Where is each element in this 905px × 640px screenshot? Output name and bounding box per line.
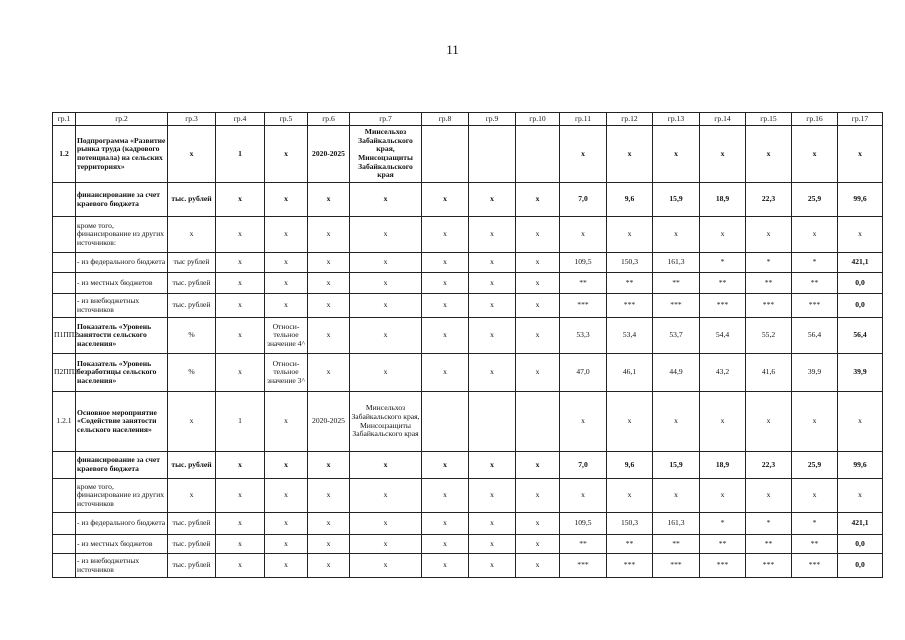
table-cell: 109,5 xyxy=(560,253,607,273)
table-cell: тыс. рублей xyxy=(168,273,216,294)
table-cell: х xyxy=(308,318,350,354)
table-cell xyxy=(469,126,516,183)
column-header: гр.3 xyxy=(168,113,216,126)
table-cell: тыс. рублей xyxy=(168,554,216,578)
table-cell: 43,2 xyxy=(700,354,746,392)
table-cell: х xyxy=(516,318,560,354)
table-cell: *** xyxy=(560,294,607,318)
row-code-cell xyxy=(53,183,76,217)
table-cell: 18,9 xyxy=(700,183,746,217)
row-code-cell xyxy=(53,554,76,578)
table-cell: х xyxy=(838,479,883,513)
table-cell: х xyxy=(308,294,350,318)
table-cell: х xyxy=(792,392,838,452)
table-cell: х xyxy=(216,354,265,392)
table-cell: 39,9 xyxy=(792,354,838,392)
table-cell: х xyxy=(469,479,516,513)
table-cell: х xyxy=(469,554,516,578)
table-cell: 56,4 xyxy=(838,318,883,354)
table-cell: 7,0 xyxy=(560,452,607,479)
table-cell: х xyxy=(422,253,469,273)
table-cell: 150,3 xyxy=(607,513,653,535)
table-cell: х xyxy=(265,554,308,578)
table-cell: х xyxy=(700,126,746,183)
table-cell: * xyxy=(700,513,746,535)
table-row xyxy=(53,318,883,354)
table-cell: 15,9 xyxy=(653,452,700,479)
column-header: гр.8 xyxy=(422,113,469,126)
table-row xyxy=(53,392,883,452)
table-cell: х xyxy=(469,318,516,354)
table-cell: х xyxy=(265,479,308,513)
table-cell: х xyxy=(516,554,560,578)
program-financing-table xyxy=(52,112,883,578)
table-cell: *** xyxy=(653,554,700,578)
column-header: гр.5 xyxy=(265,113,308,126)
table-cell: х xyxy=(607,217,653,253)
table-cell: х xyxy=(700,479,746,513)
column-header: гр.9 xyxy=(469,113,516,126)
table-cell: х xyxy=(308,273,350,294)
table-cell: х xyxy=(265,273,308,294)
table-cell: 54,4 xyxy=(700,318,746,354)
table-cell: х xyxy=(308,479,350,513)
table-cell: 22,3 xyxy=(746,452,792,479)
row-code-cell xyxy=(53,253,76,273)
table-cell: х xyxy=(308,452,350,479)
column-header: гр.12 xyxy=(607,113,653,126)
table-cell: х xyxy=(422,318,469,354)
table-cell: х xyxy=(168,126,216,183)
table-cell: х xyxy=(560,126,607,183)
table-cell: х xyxy=(607,126,653,183)
table-cell: х xyxy=(265,217,308,253)
table-row xyxy=(53,273,883,294)
table-cell: х xyxy=(607,479,653,513)
table-cell: х xyxy=(422,273,469,294)
table-cell: х xyxy=(422,535,469,554)
table-cell: х xyxy=(516,535,560,554)
row-label-cell: Подпрограмма «Развитие рынка труда (кадрового потенциала) на сельских территориях» xyxy=(76,126,168,183)
table-cell: *** xyxy=(792,554,838,578)
table-cell: х xyxy=(653,217,700,253)
column-header: гр.13 xyxy=(653,113,700,126)
table-cell: х xyxy=(308,217,350,253)
table-cell: * xyxy=(746,513,792,535)
table-cell: тыс рублей xyxy=(168,253,216,273)
table-cell: х xyxy=(746,392,792,452)
table-cell: х xyxy=(265,535,308,554)
column-header: гр.11 xyxy=(560,113,607,126)
table-cell: х xyxy=(350,183,422,217)
table-cell xyxy=(516,392,560,452)
table-cell: 55,2 xyxy=(746,318,792,354)
table-cell: х xyxy=(168,392,216,452)
table-header xyxy=(53,113,883,126)
table-cell xyxy=(469,392,516,452)
table-cell: х xyxy=(168,217,216,253)
table-cell: х xyxy=(838,217,883,253)
table-cell: 18,9 xyxy=(700,452,746,479)
table-cell: х xyxy=(265,253,308,273)
table-cell: Минсельхоз Забайкальского края, Минсоцзащиты Забайкальского края xyxy=(350,392,422,452)
table-cell: х xyxy=(308,354,350,392)
table-cell: х xyxy=(838,126,883,183)
table-cell: 2020-2025 xyxy=(308,126,350,183)
table-cell: х xyxy=(560,217,607,253)
table-cell: 421,1 xyxy=(838,253,883,273)
table-cell: 41,6 xyxy=(746,354,792,392)
table-cell: х xyxy=(653,392,700,452)
table-cell: х xyxy=(308,535,350,554)
table-cell: х xyxy=(265,513,308,535)
table-cell: 109,5 xyxy=(560,513,607,535)
table-cell: х xyxy=(168,479,216,513)
table-cell: тыс. рублей xyxy=(168,183,216,217)
row-label-cell: Показатель «Уровень занятости сельского населения» xyxy=(76,318,168,354)
table-cell: *** xyxy=(746,294,792,318)
row-label-cell: - из местных бюджетов xyxy=(76,535,168,554)
table-cell: 53,4 xyxy=(607,318,653,354)
table-row xyxy=(53,253,883,273)
table-cell: 150,3 xyxy=(607,253,653,273)
table-cell: ** xyxy=(700,273,746,294)
table-cell: 15,9 xyxy=(653,183,700,217)
row-label-cell: Показатель «Уровень безработицы сельского населения» xyxy=(76,354,168,392)
table-row xyxy=(53,554,883,578)
row-label-cell: - из федерального бюджета xyxy=(76,253,168,273)
table-cell: х xyxy=(792,217,838,253)
table-cell: 0,0 xyxy=(838,554,883,578)
table-cell: 99,6 xyxy=(838,183,883,217)
table-cell: х xyxy=(469,217,516,253)
table-cell: % xyxy=(168,318,216,354)
table-cell: тыс. рублей xyxy=(168,513,216,535)
table-cell: *** xyxy=(560,554,607,578)
table-cell: х xyxy=(350,273,422,294)
table-cell: х xyxy=(308,513,350,535)
column-header: гр.4 xyxy=(216,113,265,126)
row-label-cell: Основное мероприятие «Содействие занятости сельского населения» xyxy=(76,392,168,452)
table-cell: х xyxy=(422,217,469,253)
table-cell: х xyxy=(265,452,308,479)
row-code-cell xyxy=(53,217,76,253)
column-header: гр.2 xyxy=(76,113,168,126)
table-row xyxy=(53,126,883,183)
table-cell: х xyxy=(216,273,265,294)
column-header: гр.7 xyxy=(350,113,422,126)
table-cell: х xyxy=(265,183,308,217)
row-code-cell xyxy=(53,479,76,513)
table-cell: 0,0 xyxy=(838,535,883,554)
table-cell: х xyxy=(422,554,469,578)
table-cell: ** xyxy=(792,535,838,554)
table-cell: х xyxy=(216,554,265,578)
table-cell: х xyxy=(216,294,265,318)
table-cell: 39,9 xyxy=(838,354,883,392)
table-cell: х xyxy=(422,354,469,392)
table-row xyxy=(53,354,883,392)
table-cell: 9,6 xyxy=(607,452,653,479)
table-cell: 44,9 xyxy=(653,354,700,392)
table-cell: х xyxy=(469,183,516,217)
column-header: гр.10 xyxy=(516,113,560,126)
table-cell: тыс. рублей xyxy=(168,535,216,554)
table-cell: х xyxy=(516,354,560,392)
table-cell: 53,3 xyxy=(560,318,607,354)
row-code-cell xyxy=(53,513,76,535)
table-cell: 22,3 xyxy=(746,183,792,217)
table-cell xyxy=(422,126,469,183)
table-cell: х xyxy=(350,535,422,554)
table-cell: х xyxy=(350,354,422,392)
column-header: гр.14 xyxy=(700,113,746,126)
table-cell: * xyxy=(792,513,838,535)
row-label-cell: - из внебюджетных источников xyxy=(76,294,168,318)
table-cell: ** xyxy=(700,535,746,554)
table-cell: х xyxy=(516,273,560,294)
table-cell: х xyxy=(700,392,746,452)
table-cell: *** xyxy=(607,294,653,318)
table-row xyxy=(53,183,883,217)
table-cell: *** xyxy=(700,554,746,578)
table-cell: х xyxy=(516,217,560,253)
table-cell: х xyxy=(792,126,838,183)
table-cell: х xyxy=(516,294,560,318)
table-cell: х xyxy=(350,294,422,318)
row-code-cell: П1ПП2 xyxy=(53,318,76,354)
table-body xyxy=(53,126,883,578)
table-cell: ** xyxy=(653,535,700,554)
table-cell: х xyxy=(746,126,792,183)
table-cell: 1 xyxy=(216,392,265,452)
page-number: 11 xyxy=(446,42,459,57)
table-row xyxy=(53,513,883,535)
table-cell: х xyxy=(422,183,469,217)
table-cell: *** xyxy=(607,554,653,578)
row-code-cell: П2ПП2 xyxy=(53,354,76,392)
table-cell: х xyxy=(422,294,469,318)
table-cell: 53,7 xyxy=(653,318,700,354)
table-row xyxy=(53,217,883,253)
row-label-cell: финансирование за счет краевого бюджета xyxy=(76,452,168,479)
row-code-cell: 1.2 xyxy=(53,126,76,183)
table-cell: х xyxy=(516,253,560,273)
table-cell: * xyxy=(746,253,792,273)
table-row xyxy=(53,479,883,513)
table-cell: *** xyxy=(792,294,838,318)
table-cell: х xyxy=(516,452,560,479)
table-cell: 99,6 xyxy=(838,452,883,479)
table-cell: х xyxy=(216,183,265,217)
table-cell: х xyxy=(216,513,265,535)
table-cell: 25,9 xyxy=(792,452,838,479)
table-cell: х xyxy=(560,479,607,513)
table-cell: * xyxy=(792,253,838,273)
row-code-cell xyxy=(53,535,76,554)
table-cell: ** xyxy=(607,535,653,554)
table-cell: х xyxy=(653,479,700,513)
table-cell: 47,0 xyxy=(560,354,607,392)
table-cell: х xyxy=(308,253,350,273)
table-cell: тыс. рублей xyxy=(168,294,216,318)
table-cell: х xyxy=(265,392,308,452)
row-code-cell: 1.2.1 xyxy=(53,392,76,452)
table-cell: ** xyxy=(560,535,607,554)
row-label-cell: кроме того, финансирование из других источников: xyxy=(76,217,168,253)
table-cell: Относи-тельное значение 4^ xyxy=(265,318,308,354)
table-cell xyxy=(516,126,560,183)
table-cell: *** xyxy=(700,294,746,318)
table-cell: х xyxy=(265,294,308,318)
table-cell: % xyxy=(168,354,216,392)
row-label-cell: - из федерального бюджета xyxy=(76,513,168,535)
table-cell: Относи-тельное значение 3^ xyxy=(265,354,308,392)
table-row xyxy=(53,294,883,318)
table-cell: х xyxy=(469,273,516,294)
table-cell: х xyxy=(216,535,265,554)
row-code-cell xyxy=(53,294,76,318)
table-cell: х xyxy=(746,217,792,253)
table-cell: ** xyxy=(653,273,700,294)
table-cell: ** xyxy=(746,535,792,554)
table-row xyxy=(53,452,883,479)
row-code-cell xyxy=(53,273,76,294)
table-cell: х xyxy=(422,479,469,513)
row-label-cell: финансирование за счет краевого бюджета xyxy=(76,183,168,217)
table-cell: Минсельхоз Забайкальского края, Минсоцзащиты Забайкальского края xyxy=(350,126,422,183)
table-cell: тыс. рублей xyxy=(168,452,216,479)
table-cell: х xyxy=(216,318,265,354)
table-cell: х xyxy=(792,479,838,513)
table-cell: х xyxy=(653,126,700,183)
row-label-cell: - из внебюджетных источников xyxy=(76,554,168,578)
table-cell: х xyxy=(560,392,607,452)
table-cell: х xyxy=(516,183,560,217)
table-cell: *** xyxy=(653,294,700,318)
table-cell: х xyxy=(216,479,265,513)
table-cell: 1 xyxy=(216,126,265,183)
table-cell: ** xyxy=(792,273,838,294)
table-cell: 0,0 xyxy=(838,273,883,294)
table-cell: 9,6 xyxy=(607,183,653,217)
table-cell: х xyxy=(838,392,883,452)
table-cell: х xyxy=(469,294,516,318)
table-cell: 56,4 xyxy=(792,318,838,354)
table-cell: 161,3 xyxy=(653,253,700,273)
table-cell: х xyxy=(350,452,422,479)
table-cell: 2020-2025 xyxy=(308,392,350,452)
table-cell: х xyxy=(746,479,792,513)
table-cell: х xyxy=(700,217,746,253)
table-cell: 46,1 xyxy=(607,354,653,392)
table-cell: х xyxy=(216,253,265,273)
table-cell: х xyxy=(469,253,516,273)
table-cell: х xyxy=(469,354,516,392)
row-code-cell xyxy=(53,452,76,479)
table-cell: х xyxy=(516,479,560,513)
table-cell: 421,1 xyxy=(838,513,883,535)
table-cell: 25,9 xyxy=(792,183,838,217)
table-cell: х xyxy=(350,217,422,253)
table-cell: х xyxy=(422,452,469,479)
table-row xyxy=(53,535,883,554)
column-header: гр.1 xyxy=(53,113,76,126)
table-cell: х xyxy=(350,554,422,578)
column-header: гр.6 xyxy=(308,113,350,126)
table-cell: 7,0 xyxy=(560,183,607,217)
table-cell: * xyxy=(700,253,746,273)
column-header: гр.16 xyxy=(792,113,838,126)
table-cell: х xyxy=(308,554,350,578)
column-header: гр.17 xyxy=(838,113,883,126)
table-cell: *** xyxy=(746,554,792,578)
row-label-cell: кроме того, финансирование из других источников xyxy=(76,479,168,513)
table-cell: х xyxy=(516,513,560,535)
table-cell: х xyxy=(308,183,350,217)
table-cell: х xyxy=(469,535,516,554)
table-cell xyxy=(422,392,469,452)
column-header: гр.15 xyxy=(746,113,792,126)
table-cell: х xyxy=(469,452,516,479)
row-label-cell: - из местных бюджетов xyxy=(76,273,168,294)
table-cell: х xyxy=(350,253,422,273)
table-cell: х xyxy=(216,217,265,253)
table-cell: ** xyxy=(746,273,792,294)
table-cell: х xyxy=(350,318,422,354)
table-cell: х xyxy=(265,126,308,183)
table-cell: х xyxy=(469,513,516,535)
table-cell: 0,0 xyxy=(838,294,883,318)
table-cell: ** xyxy=(607,273,653,294)
table-cell: х xyxy=(607,392,653,452)
table-cell: 161,3 xyxy=(653,513,700,535)
table-cell: х xyxy=(350,513,422,535)
table-cell: ** xyxy=(560,273,607,294)
table-cell: х xyxy=(216,452,265,479)
table-cell: х xyxy=(350,479,422,513)
table-cell: х xyxy=(422,513,469,535)
